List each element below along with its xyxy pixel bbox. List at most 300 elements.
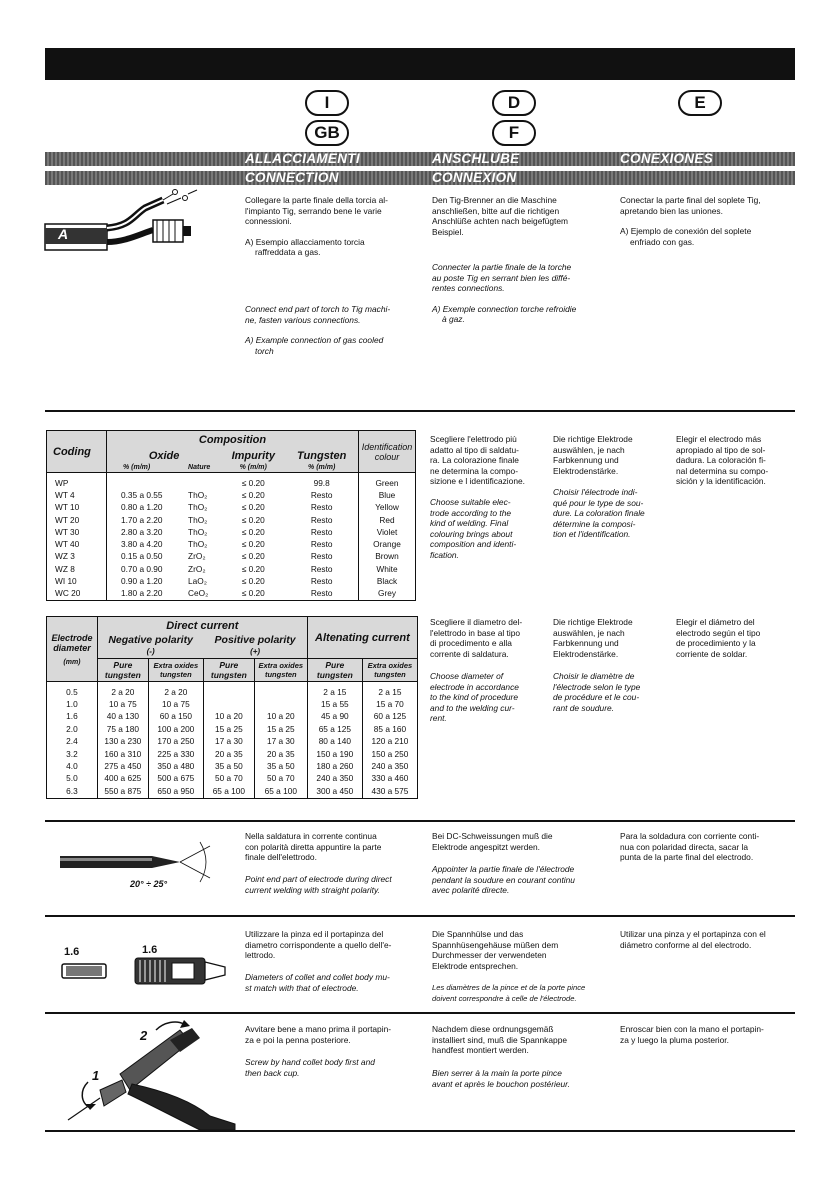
text-line: electrode in accordance: [430, 681, 519, 692]
th-pos: [203, 634, 307, 659]
text-line: Elektrode angespitzt werden.: [432, 841, 541, 852]
table-cell: ThO₂: [188, 502, 208, 513]
th-sub: Nature: [187, 463, 221, 473]
table-cell: 60 a 125: [362, 711, 417, 723]
text-line: rent.: [430, 713, 447, 724]
table-row: [47, 538, 416, 550]
table-cell: 0.35 a 0.55: [121, 489, 163, 500]
table-cell: 400 a 625: [97, 773, 148, 785]
table-cell: [254, 698, 307, 710]
text-line: Durchmesser der verwendeten: [432, 950, 547, 961]
text-line: Bien serrer à la main la porte pince: [432, 1068, 562, 1078]
th-diam-text: Electrode diameter: [51, 632, 93, 653]
table-cell: 20 a 35: [203, 748, 254, 760]
text-line: détermine la composi-: [553, 518, 636, 529]
step-2: 2: [140, 1028, 148, 1043]
text-line: corriente de soldar.: [676, 648, 748, 659]
text-line: Die Spannhülse und das: [432, 929, 524, 939]
table-cell: 15 a 25: [203, 723, 254, 735]
table-cell: CeO₂: [188, 588, 209, 599]
table-cell: 85 a 160: [362, 723, 417, 735]
elec-es: [676, 434, 796, 487]
table-cell: 6.3: [47, 785, 98, 798]
table-cell: 0.15 a 0.50: [121, 551, 163, 562]
text-line: Den Tig-Brenner an die Maschine: [432, 195, 557, 205]
screw-it: [245, 1024, 425, 1045]
text-line: composition and identi-: [430, 539, 517, 550]
table-row: [47, 723, 418, 735]
table-cell: Resto: [310, 539, 333, 550]
collet-de: [432, 929, 612, 971]
text-line: Utilizar una pinza y el portapinza con el: [620, 929, 766, 939]
screw-en: [245, 1057, 425, 1078]
table-cell: ≤ 0.20: [241, 539, 265, 550]
table-cell: Resto: [310, 502, 333, 513]
text-line: Appointer la partie finale de l'électrode: [432, 864, 575, 874]
th-coding: Coding: [47, 431, 107, 473]
text-line: electrodo según el tipo: [676, 627, 761, 638]
text-line: Beispiel.: [432, 226, 464, 237]
table-row: [47, 526, 416, 538]
header-it: ALLACCIAMENTI: [245, 151, 360, 166]
header-en: CONNECTION: [245, 170, 339, 185]
table-cell: ≤ 0.20: [241, 563, 265, 574]
text-line: à gaz.: [442, 314, 465, 325]
table-row: [47, 736, 418, 748]
collet-en: [245, 972, 425, 993]
table-cell: WT 4: [47, 489, 107, 501]
table-cell: 2 a 15: [362, 682, 417, 699]
text-line: Choisir le diamètre de: [553, 671, 635, 681]
text-line: za y luego la pluma posterior.: [620, 1034, 729, 1045]
table-cell: 240 a 350: [307, 773, 362, 785]
collet-label-2: 1.6: [142, 944, 158, 956]
text-line: Die richtige Elektrode: [553, 617, 633, 627]
table-cell: 100 a 200: [148, 723, 203, 735]
text-line: Farbkennung und: [553, 455, 619, 466]
table-cell: WT 10: [47, 502, 107, 514]
th-extra: Extra oxides tungsten: [362, 659, 417, 682]
screw-es: [620, 1024, 795, 1045]
table-cell: 10 a 20: [254, 711, 307, 723]
table-cell: Yellow: [359, 502, 416, 514]
table-cell: Resto: [310, 576, 333, 587]
current-table: [46, 616, 418, 799]
table-cell: ZrO₂: [188, 563, 206, 574]
table-cell: 160 a 310: [97, 748, 148, 760]
text-line: Para la soldadura con corriente conti-: [620, 831, 760, 841]
text-line: st match with that of electrode.: [245, 982, 359, 993]
th-oxide: Oxide: [107, 449, 222, 463]
table-cell: ≤ 0.20: [241, 551, 265, 562]
table-cell: Violet: [359, 526, 416, 538]
table-row: [47, 748, 418, 760]
table-cell: 0.90 a 1.20: [121, 576, 163, 587]
table-cell: ZrO₂: [188, 551, 206, 562]
text-line: A) Ejemplo de conexión del soplete: [620, 226, 752, 237]
text-line: ra. La colorazione finale: [430, 455, 519, 466]
step-1: 1: [92, 1068, 100, 1083]
text-line: colouring brings about: [430, 528, 513, 539]
divider: [45, 915, 795, 917]
header-de: ANSCHLÜBE: [432, 151, 520, 166]
elec-fr: [553, 487, 668, 540]
table-cell: [187, 473, 221, 490]
text-line: avec polarité directe.: [432, 885, 510, 896]
th-extra: Extra oxides tungsten: [148, 659, 203, 682]
text-line: A) Exemple connection torche refroidie: [432, 303, 577, 314]
electrode-coding-table: [46, 430, 416, 601]
text-line: au poste Tig en serrant bien les diffé-: [432, 272, 571, 283]
table-cell: 0.5: [47, 682, 98, 699]
table-cell: Orange: [359, 538, 416, 550]
table-cell: 10 a 75: [148, 698, 203, 710]
table-cell: ≤ 0.20: [241, 576, 265, 587]
divider: [45, 410, 795, 412]
table-cell: 2 a 20: [97, 682, 148, 699]
text-line: Les diamètres de la pince et de la porte pince: [432, 983, 586, 992]
divider: [45, 1130, 795, 1132]
text-line: Conectar la parte final del soplete Tig,: [620, 195, 761, 205]
collet-fr: [432, 983, 617, 1004]
text-line: ne, fasten various connections.: [245, 314, 361, 325]
text-line: tion et l'identification.: [553, 529, 631, 540]
collet-illustration: [60, 958, 230, 990]
table-cell: ≤ 0.20: [241, 588, 265, 599]
connection-it: [245, 195, 425, 258]
text-line: enfriado con gas.: [630, 236, 695, 247]
table-row: [47, 575, 416, 587]
text-line: apropiado al tipo de sol-: [676, 444, 766, 455]
table-cell: ThO₂: [188, 489, 208, 500]
th-dc: Direct current: [97, 617, 307, 635]
table-cell: 17 a 30: [203, 736, 254, 748]
text-line: sición y la identificación.: [676, 476, 766, 487]
table-cell: 4.0: [47, 760, 98, 772]
text-line: raffreddata a gas.: [255, 247, 321, 258]
table-cell: 15 a 55: [307, 698, 362, 710]
text-line: to the kind of procedure: [430, 692, 518, 703]
text-line: Point end part of electrode during direct: [245, 874, 392, 884]
table-cell: 0.70 a 0.90: [121, 563, 163, 574]
table-cell: ≤ 0.20: [241, 502, 265, 513]
table-row: [47, 785, 418, 798]
table-cell: Red: [359, 514, 416, 526]
table-row: [47, 698, 418, 710]
label-a: A: [58, 226, 69, 242]
th-sub: % (m/m): [285, 463, 358, 473]
text-line: dadura. La coloración fi-: [676, 455, 766, 466]
screw-torch-illustration: [60, 1020, 240, 1130]
th-pos-text: Positive polarity: [214, 634, 296, 646]
table-cell: 75 a 180: [97, 723, 148, 735]
text-line: Enroscar bien con la mano el portapin-: [620, 1024, 764, 1034]
table-cell: Green: [359, 473, 416, 490]
table-row: [47, 711, 418, 723]
table-cell: 50 a 70: [203, 773, 254, 785]
text-line: avant et après le bouchon postérieur.: [432, 1078, 570, 1089]
table-cell: 3.80 a 4.20: [121, 539, 163, 550]
text-line: Elegir el electrodo más: [676, 434, 762, 444]
table-cell: 330 a 460: [362, 773, 417, 785]
th-tungsten: Tungsten: [285, 449, 358, 463]
header-fr: CONNEXION: [432, 170, 517, 185]
elec-en: [430, 497, 550, 561]
table-cell: 1.80 a 2.20: [121, 588, 163, 599]
table-cell: 350 a 480: [148, 760, 203, 772]
table-row: [47, 760, 418, 772]
table-cell: 170 a 250: [148, 736, 203, 748]
text-line: Spannhüsengehäuse müßen dem: [432, 939, 559, 950]
text-line: torch: [255, 345, 274, 356]
text-line: Scegliere l'elettrodo più: [430, 434, 517, 444]
table-cell: 65 a 125: [307, 723, 362, 735]
table-cell: 5.0: [47, 773, 98, 785]
table-cell: 300 a 450: [307, 785, 362, 798]
table-cell: 130 a 230: [97, 736, 148, 748]
table-cell: 15 a 25: [254, 723, 307, 735]
text-line: Bei DC-Schweissungen muß die: [432, 831, 553, 841]
text-line: nua con polaridad directa, sacar la: [620, 841, 749, 852]
text-line: Screw by hand collet body first and: [245, 1057, 375, 1067]
table-row: [47, 551, 416, 563]
text-line: Choose diameter of: [430, 671, 504, 681]
table-cell: WZ 3: [47, 551, 107, 563]
table-cell: 17 a 30: [254, 736, 307, 748]
table-cell: Resto: [310, 489, 333, 500]
table-cell: 10 a 75: [97, 698, 148, 710]
table-cell: ≤ 0.20: [241, 514, 265, 525]
th-mm: (mm): [63, 658, 81, 666]
lang-badge-gb: GB: [305, 120, 349, 146]
lang-badge-i: I: [305, 90, 349, 116]
lang-badge-e: E: [678, 90, 722, 116]
table-cell: 45 a 90: [307, 711, 362, 723]
text-line: Die richtige Elektrode: [553, 434, 633, 444]
table-cell: 275 a 450: [97, 760, 148, 772]
tip-fr: [432, 864, 612, 896]
text-line: rentes connections.: [432, 283, 505, 294]
table-cell: WC 20: [47, 588, 107, 601]
text-line: kind of welding. Final: [430, 518, 509, 529]
connection-de: [432, 195, 612, 237]
collet-label-1: 1.6: [64, 946, 80, 958]
table-cell: 1.0: [47, 698, 98, 710]
table-cell: [203, 682, 254, 699]
table-row: [47, 563, 416, 575]
table-cell: WP: [47, 473, 107, 490]
text-line: l'électrode selon le type: [553, 681, 641, 692]
text-line: Utilizzare la pinza ed il portapinza del: [245, 929, 384, 939]
table-cell: LaO₂: [188, 576, 207, 587]
text-line: diametro corrispondente a quello dell'e-: [245, 939, 392, 950]
tip-de: [432, 831, 612, 852]
text-line: Connect end part of torch to Tig machi-: [245, 304, 391, 314]
text-line: trode according to the: [430, 507, 512, 518]
table-cell: 1.6: [47, 711, 98, 723]
text-line: anschließen, bitte auf die richtigen: [432, 205, 560, 216]
table-cell: 3.2: [47, 748, 98, 760]
text-line: installiert sind, muß die Spannkappe: [432, 1034, 568, 1045]
text-line: doivent correspondre à celle de l'électrode.: [432, 993, 577, 1003]
th-sub: % (m/m): [107, 463, 188, 473]
th-pure: Pure tungsten: [203, 659, 254, 682]
table-cell: 0.80 a 1.20: [121, 502, 163, 513]
text-line: handfest montiert werden.: [432, 1045, 529, 1056]
elec-it: [430, 434, 550, 487]
text-line: apretando bien las uniones.: [620, 205, 723, 216]
diam-it: [430, 617, 550, 659]
divider: [45, 1012, 795, 1014]
collet-it: [245, 929, 425, 961]
text-line: diámetro conforme al del electrodo.: [620, 939, 752, 950]
tip-es: [620, 831, 795, 863]
table-row: [47, 588, 416, 601]
table-cell: 225 a 330: [148, 748, 203, 760]
table-cell: Grey: [359, 588, 416, 601]
text-line: l'impianto Tig, serrando bene le varie: [245, 205, 382, 216]
text-line: l'elettrodo in base al tipo: [430, 627, 521, 638]
text-line: Avvitare bene a mano prima il portapin-: [245, 1024, 392, 1034]
screw-de: [432, 1024, 612, 1056]
text-line: lettrodo.: [245, 950, 276, 961]
th-impurity: Impurity: [221, 449, 285, 463]
table-cell: 2 a 15: [307, 682, 362, 699]
divider: [45, 820, 795, 822]
table-cell: WT 20: [47, 514, 107, 526]
table-row: [47, 489, 416, 501]
text-line: auswählen, je nach: [553, 627, 625, 638]
table-cell: [254, 682, 307, 699]
text-line: Elektrodenstärke.: [553, 648, 619, 659]
text-line: fication.: [430, 549, 459, 560]
table-cell: 150 a 250: [362, 748, 417, 760]
elec-de: [553, 434, 668, 476]
table-cell: Blue: [359, 489, 416, 501]
text-line: Anschlüße achten nach beigefügtem: [432, 216, 568, 227]
table-cell: 20 a 35: [254, 748, 307, 760]
table-cell: Black: [359, 575, 416, 587]
th-neg-sign: (-): [146, 647, 155, 656]
table-cell: 500 a 675: [148, 773, 203, 785]
text-line: A) Example connection of gas cooled: [245, 335, 384, 346]
text-line: A) Esempio allacciamento torcia: [245, 236, 365, 247]
table-cell: WI 10: [47, 575, 107, 587]
connection-es: [620, 195, 795, 247]
text-line: Choose suitable elec-: [430, 497, 511, 507]
text-line: Farbkennung und: [553, 638, 619, 649]
table-cell: ThO₂: [188, 539, 208, 550]
screw-fr: [432, 1068, 612, 1089]
th-neg: [97, 634, 203, 659]
text-line: Elektrode entsprechen.: [432, 960, 519, 971]
table-cell: 240 a 350: [362, 760, 417, 772]
text-line: Nachdem diese ordnungsgemäß: [432, 1024, 554, 1034]
tip-en: [245, 874, 425, 895]
table-cell: ≤ 0.20: [241, 477, 265, 488]
table-cell: 2.0: [47, 723, 98, 735]
table-cell: 35 a 50: [203, 760, 254, 772]
text-line: connessioni.: [245, 216, 292, 227]
table-cell: 150 a 190: [307, 748, 362, 760]
diam-es: [676, 617, 796, 659]
text-line: Connecter la partie finale de la torche: [432, 262, 572, 272]
table-cell: 1.70 a 2.20: [121, 514, 163, 525]
table-cell: 2.80 a 3.20: [121, 526, 163, 537]
text-line: Scegliere il diametro del-: [430, 617, 523, 627]
text-line: Elektrodenstärke.: [553, 465, 619, 476]
th-sub: % (m/m): [221, 463, 285, 473]
table-cell: 650 a 950: [148, 785, 203, 798]
text-line: punta de la parte final del electrodo.: [620, 852, 754, 863]
table-cell: 99.8: [313, 477, 330, 488]
text-line: Nella saldatura in corrente continua: [245, 831, 377, 841]
table-cell: White: [359, 563, 416, 575]
th-ac: Altenating current: [307, 617, 417, 659]
table-cell: 550 a 875: [97, 785, 148, 798]
table-cell: 60 a 150: [148, 711, 203, 723]
text-line: pendant la soudure en courant continu: [432, 874, 575, 885]
th-pure: Pure tungsten: [97, 659, 148, 682]
text-line: dure. La coloration finale: [553, 508, 645, 519]
table-row: [47, 473, 416, 490]
table-cell: 10 a 20: [203, 711, 254, 723]
diam-de: [553, 617, 668, 659]
table-cell: Resto: [310, 514, 333, 525]
lang-badge-d: D: [492, 90, 536, 116]
th-diam: [47, 617, 98, 682]
table-cell: Brown: [359, 551, 416, 563]
table-cell: Resto: [310, 551, 333, 562]
table-row: [47, 682, 418, 699]
table-cell: ThO₂: [188, 526, 208, 537]
text-line: con polarità diretta appuntire la parte: [245, 841, 382, 852]
tip-it: [245, 831, 425, 863]
text-line: de procédure et le cou-: [553, 692, 640, 703]
table-cell: Resto: [310, 563, 333, 574]
table-cell: 15 a 70: [362, 698, 417, 710]
torch-connection-illustration: [45, 186, 235, 266]
table-cell: 2 a 20: [148, 682, 203, 699]
table-cell: WT 40: [47, 538, 107, 550]
text-line: sizione e l identificazione.: [430, 476, 525, 487]
table-cell: [203, 698, 254, 710]
table-cell: 40 a 130: [97, 711, 148, 723]
text-line: adatto al tipo di saldatu-: [430, 444, 519, 455]
lang-badge-f: F: [492, 120, 536, 146]
table-cell: [107, 473, 188, 490]
table-row: [47, 502, 416, 514]
connection-fr: [432, 262, 612, 325]
table-cell: ≤ 0.20: [241, 526, 265, 537]
text-line: nal determina su compo-: [676, 465, 769, 476]
text-line: and to the welding cur-: [430, 702, 515, 713]
th-neg-text: Negative polarity: [108, 634, 193, 646]
text-line: Collegare la parte finale della torcia al-: [245, 195, 388, 205]
text-line: de procedimiento y la: [676, 638, 756, 649]
top-black-bar: [45, 48, 795, 80]
th-pure: Pure tungsten: [307, 659, 362, 682]
text-line: Diameters of collet and collet body mu-: [245, 972, 390, 982]
text-line: za e poi la penna posteriore.: [245, 1034, 351, 1045]
header-bar-2: [45, 171, 795, 185]
header-es: CONEXIONES: [620, 151, 714, 166]
th-extra: Extra oxides tungsten: [254, 659, 307, 682]
table-cell: 65 a 100: [254, 785, 307, 798]
table-cell: 80 a 140: [307, 736, 362, 748]
table-cell: 430 a 575: [362, 785, 417, 798]
table-row: [47, 773, 418, 785]
